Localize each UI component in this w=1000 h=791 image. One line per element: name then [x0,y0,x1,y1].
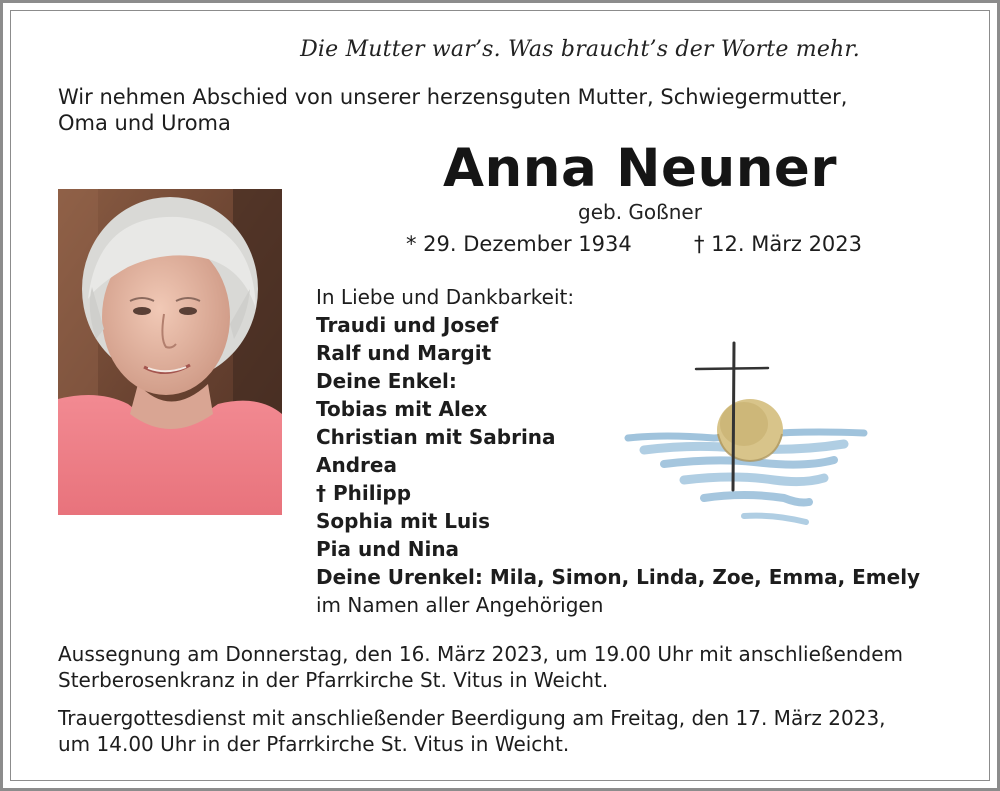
deceased-name: Anna Neuner [442,138,838,199]
mourner-line: Christian mit Sabrina [316,425,556,449]
mourner-line: Pia und Nina [316,537,460,561]
cross-sun-water-drawing [624,338,874,538]
birth-date: * 29. Dezember 1934 [406,232,632,256]
mourner-line: Tobias mit Alex [316,397,488,421]
intro-line-1: Wir nehmen Abschied von unserer herzensguten Mutter, Schwiegermutter, [58,85,848,109]
portrait-photo [58,189,282,515]
mourners-heading: In Liebe und Dankbarkeit: [316,285,575,309]
mourner-line: Traudi und Josef [316,313,499,337]
mourner-line: † Philipp [316,481,412,505]
portrait-illustration [58,189,282,515]
life-dates [406,232,863,256]
mourner-line: Deine Enkel: [316,369,457,393]
mourners-closing: im Namen aller Angehörigen [316,593,604,617]
cross-sun-water-icon [624,338,874,538]
service-line-1: Trauergottesdienst mit anschließender Beerdigung am Freitag, den 17. März 2023, [58,706,886,730]
mourner-line: Deine Urenkel: Mila, Simon, Linda, Zoe, Emma, Emely [316,565,921,589]
blessing-line-1: Aussegnung am Donnerstag, den 16. März 2023, um 19.00 Uhr mit anschließendem [58,642,903,666]
motto-quote: Die Mutter war’s. Was braucht’s der Worte mehr. [300,37,860,62]
service-line-2: um 14.00 Uhr in der Pfarrkirche St. Vitus in Weicht. [58,732,570,756]
mourner-line: Ralf und Margit [316,341,492,365]
intro-line-2: Oma und Uroma [58,111,231,135]
maiden-name: geb. Goßner [578,200,702,224]
blessing-line-2: Sterberosenkranz in der Pfarrkirche St. Vitus in Weicht. [58,668,609,692]
mourner-line: Sophia mit Luis [316,509,490,533]
death-date: † 12. März 2023 [694,232,863,256]
intro-text [58,84,938,136]
service-notice [58,705,958,757]
blessing-notice [58,641,958,693]
mourner-line: Andrea [316,453,397,477]
